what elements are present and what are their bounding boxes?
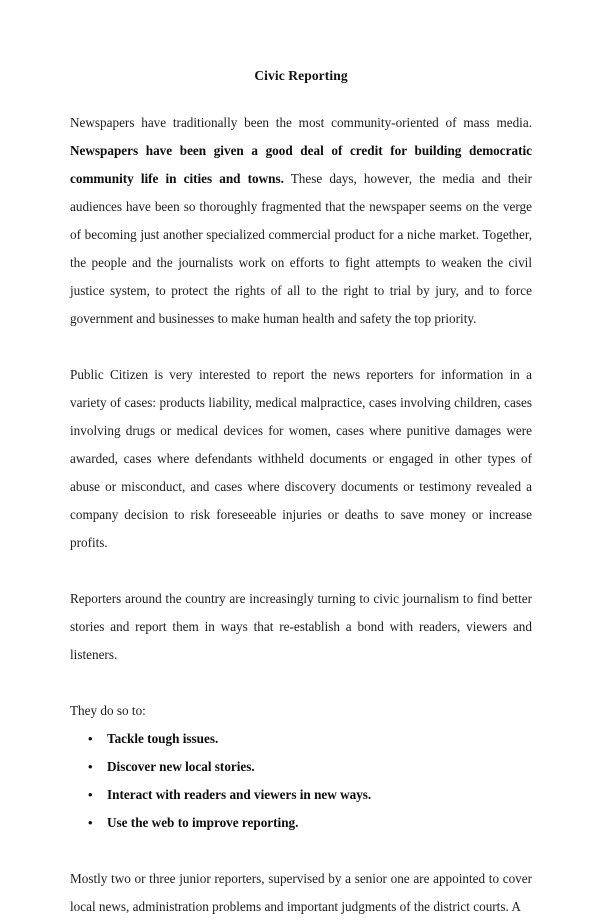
page-title: Civic Reporting: [254, 68, 348, 83]
list-item: [70, 809, 532, 837]
paragraph-4: [70, 865, 532, 921]
title-spacer: [70, 85, 532, 109]
list-item-label: Use the web to improve reporting.: [107, 815, 299, 830]
paragraph-4-run-1: Mostly two or three junior reporters, supervised by a senior one are appointed to cover local news, administration problems and important judgments of the district courts. A: [70, 871, 532, 914]
bullet-list: [70, 725, 532, 837]
paragraph-3: [70, 585, 532, 669]
paragraph-2-run-1: Public Citizen is very interested to report the news reporters for information in a variety of cases: products liability, medical malpractice, cases involving children, cases involving drugs or medical devices for women, cases where punitive damages were awarded, cases where defendants withheld documents or engaged in other types of abuse or misconduct, and cases where discovery documents or testimony revealed a company decision to risk foreseeable injuries or deaths to save money or increase profits.: [70, 367, 532, 550]
list-item-label: Tackle tough issues.: [107, 731, 219, 746]
paragraph-1-run-2-bold: Newspapers have been given a good deal of credit for building democratic community life in cities and towns.: [70, 143, 532, 186]
paragraph-1: [70, 109, 532, 333]
list-item: [70, 725, 532, 753]
bullet-point-icon: •: [88, 731, 93, 746]
list-item: [70, 781, 532, 809]
paragraph-spacer-2: [70, 557, 532, 585]
list-item-label: Discover new local stories.: [107, 759, 255, 774]
paragraph-spacer-3: [70, 669, 532, 697]
paragraph-1-run-1: Newspapers have traditionally been the most community-oriented of mass media.: [70, 115, 532, 130]
paragraph-spacer-4: [70, 837, 532, 865]
bullet-point-icon: •: [88, 787, 93, 802]
paragraph-3-run-1: Reporters around the country are increasingly turning to civic journalism to find better stories and report them in ways that re-establish a bond with readers, viewers and listeners.: [70, 591, 532, 662]
document-body: [70, 109, 532, 921]
paragraph-spacer-1: [70, 333, 532, 361]
list-item-label: Interact with readers and viewers in new ways.: [107, 787, 372, 802]
paragraph-2: [70, 361, 532, 557]
paragraph-1-run-3: These days, however, the media and their audiences have been so thoroughly fragmented that the newspaper seems on the verge of becoming just another specialized commercial product for a niche market. Together, the people and the journalists work on efforts to fight attempts to weaken the civil justice system, to protect the rights of all to the right to trial by jury, and to force government and businesses to make human health and safety the top priority.: [70, 171, 532, 326]
bullet-point-icon: •: [88, 815, 93, 830]
list-item: [70, 753, 532, 781]
bullet-point-icon: •: [88, 759, 93, 774]
list-lead-in: They do so to:: [70, 703, 146, 718]
